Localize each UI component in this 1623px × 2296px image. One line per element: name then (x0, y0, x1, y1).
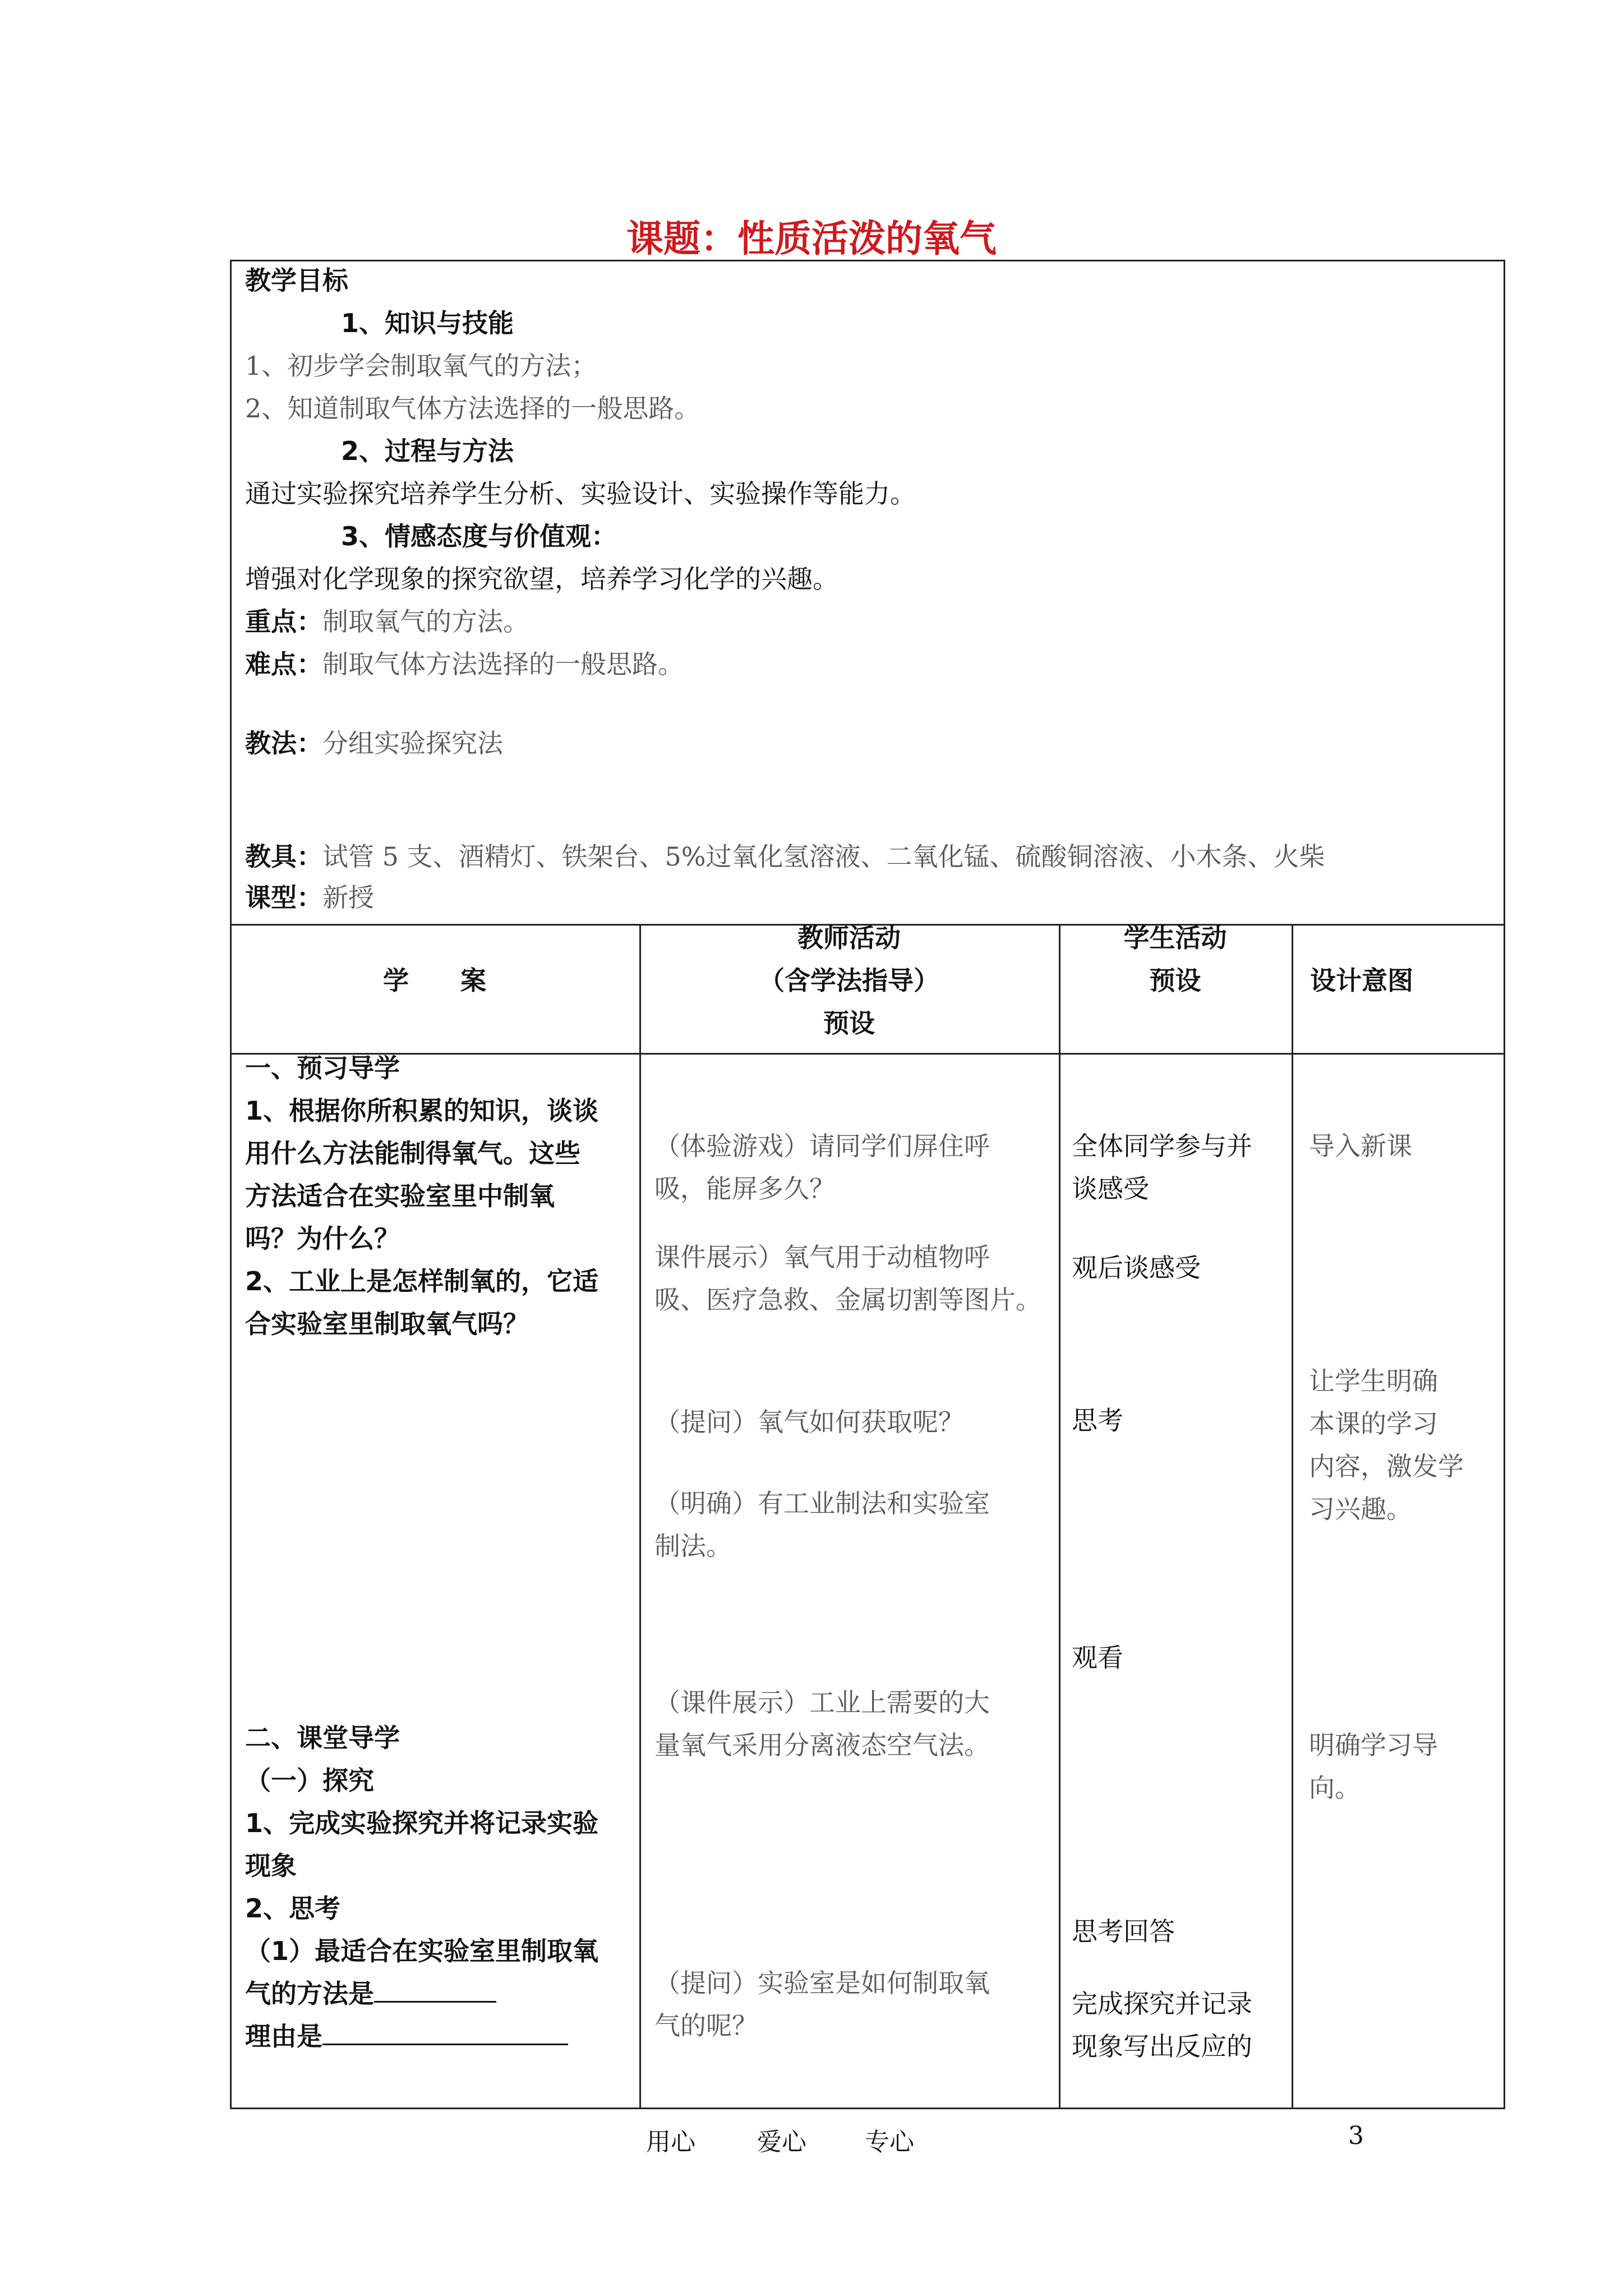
task-1-line-2: 现象 (245, 1851, 297, 1881)
teacher-activity-6-line-2: 气的呢？ (654, 2010, 758, 2041)
design-intent-2-line-2: 本课的学习 (1309, 1409, 1438, 1439)
teacher-activity-2-line-2: 吸、医疗急救、金属切割等图片。 (654, 1285, 1041, 1315)
section-preview: 一、预习导学 (245, 1053, 400, 1083)
student-activity-5: 思考回答 (1072, 1916, 1175, 1947)
design-intent-1: 导入新课 (1309, 1131, 1412, 1161)
student-activity-2: 观后谈感受 (1072, 1253, 1201, 1283)
header-teacher-line-2: （含学法指导） (759, 965, 939, 996)
design-intent-2-line-3: 内容，激发学 (1309, 1451, 1464, 1481)
teaching-tools (245, 835, 1325, 878)
col-divider-3 (1292, 924, 1293, 2109)
teacher-activity-6-line-1: （提问）实验室是如何制取氧 (654, 1968, 990, 1998)
task-3-line-3 (245, 2015, 568, 2058)
objective-item-2: 2、知道制取气体方法选择的一般思路。 (245, 393, 700, 424)
footer-word-3: 专心 (865, 2128, 914, 2156)
design-intent-2-line-1: 让学生明确 (1309, 1366, 1438, 1396)
task-3-line-1: （1）最适合在实验室里制取氧 (245, 1936, 599, 1966)
student-activity-1-line-2: 谈感受 (1072, 1174, 1149, 1204)
student-activity-6-line-2: 现象写出反应的 (1072, 2031, 1252, 2062)
header-design-intent: 设计意图 (1310, 965, 1413, 996)
task-1-line-1: 1、完成实验探究并将记录实验 (245, 1808, 599, 1838)
task-3-method-label: 气的方法是 (245, 1978, 374, 2009)
teacher-activity-1-line-1: （体验游戏）请同学们屏住呼 (654, 1131, 990, 1161)
design-intent-3-line-2: 向。 (1309, 1773, 1361, 1803)
col-divider-2 (1059, 924, 1061, 2109)
teaching-method-label: 教法： (245, 728, 322, 758)
teacher-activity-3: （提问）氧气如何获取呢？ (654, 1407, 964, 1437)
header-teacher-activity (639, 917, 1059, 1045)
footer-word-1: 用心 (646, 2128, 695, 2156)
teaching-method-text: 分组实验探究法 (322, 728, 503, 758)
question-1-line-2: 用什么方法能制得氧气。这些 (245, 1138, 580, 1168)
teacher-activity-4-line-2: 制法。 (654, 1531, 732, 1561)
key-point-text: 制取氧气的方法。 (322, 606, 529, 637)
question-2-line-2: 合实验室里制取氧气吗？ (245, 1309, 529, 1339)
answer-blank-reason[interactable] (322, 2021, 568, 2045)
difficulty-text: 制取气体方法选择的一般思路。 (322, 649, 684, 679)
header-study-plan: 学 案 (383, 965, 486, 996)
question-1-line-4: 吗？为什么？ (245, 1223, 400, 1254)
question-1-line-3: 方法适合在实验室里中制氧 (245, 1181, 555, 1211)
teacher-activity-4-line-1: （明确）有工业制法和实验室 (654, 1488, 990, 1519)
teaching-method (245, 722, 503, 765)
teacher-activity-5-line-1: （课件展示）工业上需要的大 (654, 1687, 990, 1718)
footer-word-2: 爱心 (757, 2128, 806, 2156)
header-teacher-line-3: 预设 (823, 1008, 875, 1038)
key-point-label: 重点： (245, 606, 322, 637)
objective-sub-3: 3、情感态度与价值观： (341, 521, 617, 551)
question-1-line-1: 1、根据你所积累的知识，谈谈 (245, 1096, 599, 1126)
teacher-activity-5-line-2: 量氧气采用分离液态空气法。 (654, 1730, 990, 1760)
col-divider-1 (639, 924, 641, 2109)
task-3-reason-label: 理由是 (245, 2021, 322, 2051)
difficulty-label: 难点： (245, 649, 322, 679)
header-student-activity (1059, 917, 1292, 1002)
lesson-type-label: 课型： (245, 882, 322, 913)
student-activity-3: 思考 (1072, 1405, 1123, 1435)
section-classroom: 二、课堂导学 (245, 1723, 400, 1753)
page-number: 3 (1348, 2122, 1364, 2150)
teacher-activity-2-line-1: 课件展示）氧气用于动植物呼 (654, 1242, 990, 1272)
page-title: 课题：性质活泼的氧气 (626, 217, 997, 260)
teaching-tools-label: 教具： (245, 841, 322, 872)
key-point (245, 600, 529, 643)
difficulty (245, 643, 684, 685)
header-teacher-line-1: 教师活动 (797, 923, 901, 953)
student-activity-1-line-1: 全体同学参与并 (1072, 1131, 1252, 1161)
design-intent-3-line-1: 明确学习导 (1309, 1730, 1438, 1760)
lesson-type-text: 新授 (322, 882, 374, 913)
objective-sub-1: 1、知识与技能 (341, 308, 514, 338)
teacher-activity-1-line-2: 吸，能屏多久？ (654, 1174, 835, 1204)
header-student-line-2: 预设 (1149, 965, 1201, 996)
task-3-line-2 (245, 1972, 496, 2015)
student-activity-6-line-1: 完成探究并记录 (1072, 1989, 1252, 2019)
objective-item-3: 通过实验探究培养学生分析、实验设计、实验操作等能力。 (245, 478, 916, 509)
design-intent-2-line-4: 习兴趣。 (1309, 1494, 1412, 1524)
objective-item-4: 增强对化学现象的探究欲望，培养学习化学的兴趣。 (245, 564, 838, 594)
section-explore: （一）探究 (245, 1765, 374, 1796)
answer-blank-method[interactable] (374, 1978, 496, 2003)
header-bottom-rule (230, 1053, 1505, 1055)
objectives-heading: 教学目标 (245, 265, 348, 296)
header-student-line-1: 学生活动 (1123, 923, 1227, 953)
question-2-line-1: 2、工业上是怎样制氧的，它适 (245, 1266, 599, 1296)
student-activity-4: 观看 (1072, 1642, 1123, 1673)
objective-item-1: 1、初步学会制取氧气的方法； (245, 351, 597, 381)
task-2: 2、思考 (245, 1893, 341, 1924)
objective-sub-2: 2、过程与方法 (341, 436, 514, 466)
lesson-type (245, 876, 374, 919)
teaching-tools-text: 试管 5 支、酒精灯、铁架台、5%过氧化氢溶液、二氧化锰、硫酸铜溶液、小木条、火柴 (322, 841, 1325, 872)
